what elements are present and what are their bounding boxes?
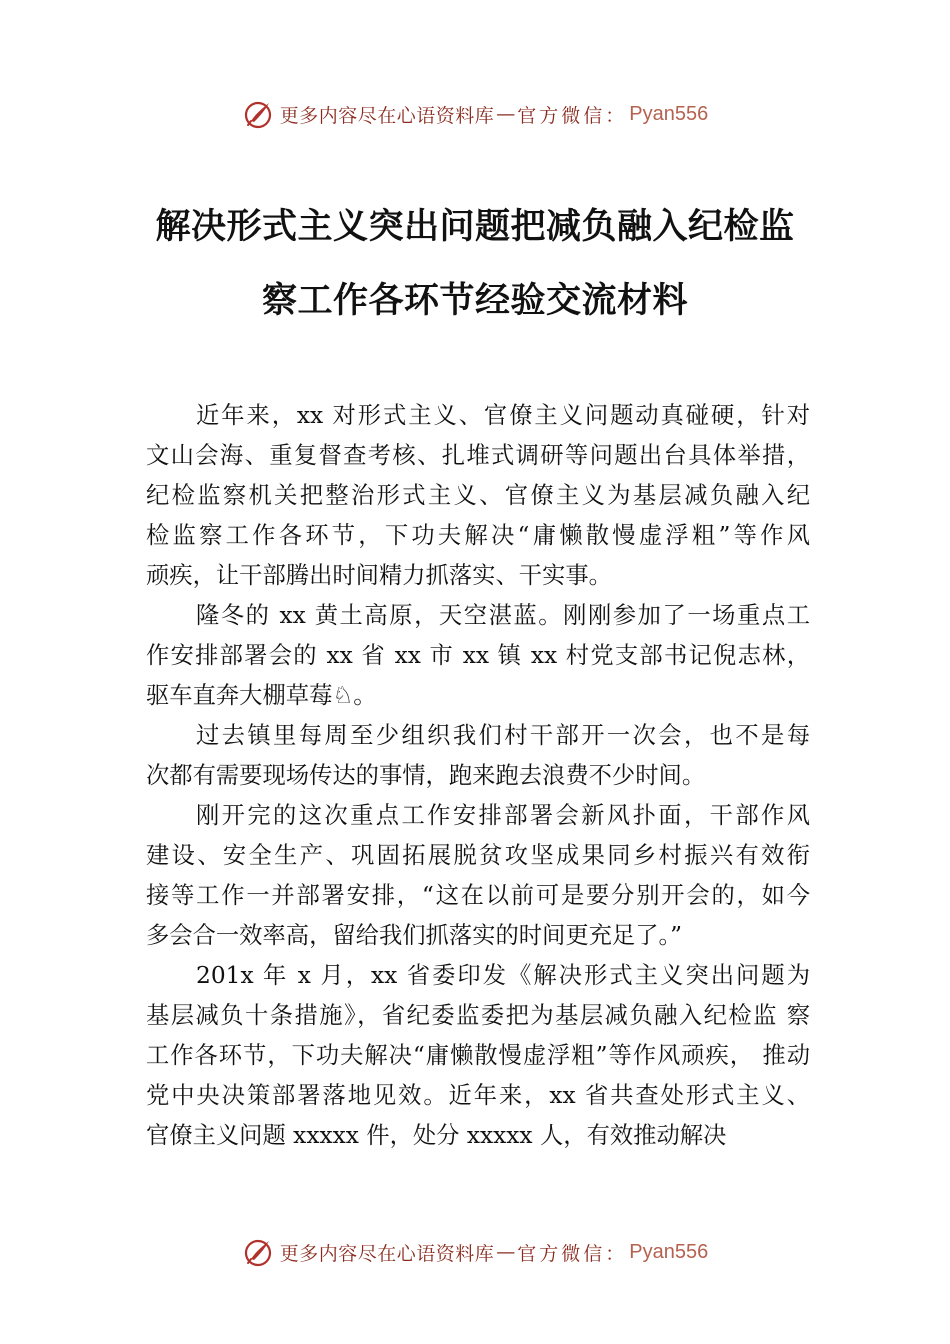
watermark-text: 更多内容尽在心语资料库 [279, 1242, 495, 1265]
footer-watermark [0, 1232, 950, 1272]
paragraph-line: 基层减负十条措施》，省纪委监委把为基层减负融入纪检监 察 [146, 1002, 810, 1029]
watermark-wechat-label: 官方微信： [517, 104, 628, 127]
document-title [140, 190, 810, 338]
header-watermark [0, 94, 950, 134]
paragraph-line: 驱车直奔大棚草莓♘。 [146, 682, 377, 709]
paragraph-line: 顽疾，让干部腾出时间精力抓落实、干实事。 [146, 562, 612, 589]
paragraph-line: 纪检监察机关把整治形式主义、官僚主义为基层减负融入纪 [146, 482, 810, 509]
watermark-wechat-id: Pyan556 [629, 102, 709, 125]
paragraph-line: 过去镇里每周至少组织我们村干部开一次会，也不是每 [196, 722, 810, 749]
paragraph-line: 党中央决策部署落地见效。近年来，xx 省共查处形式主义、 [146, 1082, 810, 1109]
paragraph-line: 近年来，xx 对形式主义、官僚主义问题动真碰硬，针对 [196, 402, 810, 429]
watermark-wechat-label: 官方微信： [517, 1242, 628, 1265]
document-body [146, 396, 810, 1156]
paragraph-line: 文山会海、重复督查考核、扎堆式调研等问题出台具体举措， [146, 442, 810, 469]
watermark-dash: — [496, 1241, 516, 1263]
paragraph [146, 596, 810, 716]
paragraph-line: 次都有需要现场传达的事情，跑来跑去浪费不少时间。 [146, 762, 706, 789]
watermark-dash: — [496, 103, 516, 125]
title-line: 解决形式主义突出问题把减负融入纪检监 [155, 206, 795, 247]
watermark-text: 更多内容尽在心语资料库 [279, 104, 495, 127]
paragraph [146, 396, 810, 596]
paragraph-line: 多会合一效率高，留给我们抓落实的时间更充足了。” [146, 922, 683, 949]
title-line: 察工作各环节经验交流材料 [261, 280, 688, 321]
paragraph-line: 接等工作一并部署安排，“这在以前可是要分别开会的，如今 [146, 882, 810, 909]
paragraph-line: 刚开完的这次重点工作安排部署会新风扑面，干部作风 [196, 802, 810, 829]
paragraph [146, 796, 810, 956]
paragraph [146, 716, 810, 796]
paragraph [146, 956, 810, 1156]
watermark-wechat-id: Pyan556 [629, 1240, 709, 1263]
quill-logo-icon [242, 1236, 274, 1268]
paragraph-line: 作安排部署会的 xx 省 xx 市 xx 镇 xx 村党支部书记倪志林， [146, 642, 810, 669]
paragraph-line: 隆冬的 xx 黄土高原，天空湛蓝。刚刚参加了一场重点工 [196, 602, 810, 629]
paragraph-line: 201x 年 x 月，xx 省委印发《解决形式主义突出问题为 [196, 962, 810, 989]
paragraph-line: 检监察工作各环节，下功夫解决“庸懒散慢虚浮粗”等作风 [146, 522, 810, 549]
paragraph-line: 建设、安全生产、巩固拓展脱贫攻坚成果同乡村振兴有效衔 [146, 842, 810, 869]
paragraph-line: 官僚主义问题 xxxxx 件，处分 xxxxx 人，有效推动解决 [146, 1122, 727, 1149]
paragraph-line: 工作各环节，下功夫解决“庸懒散慢虚浮粗”等作风顽疾， 推动 [146, 1042, 810, 1069]
quill-logo-icon [242, 98, 274, 130]
